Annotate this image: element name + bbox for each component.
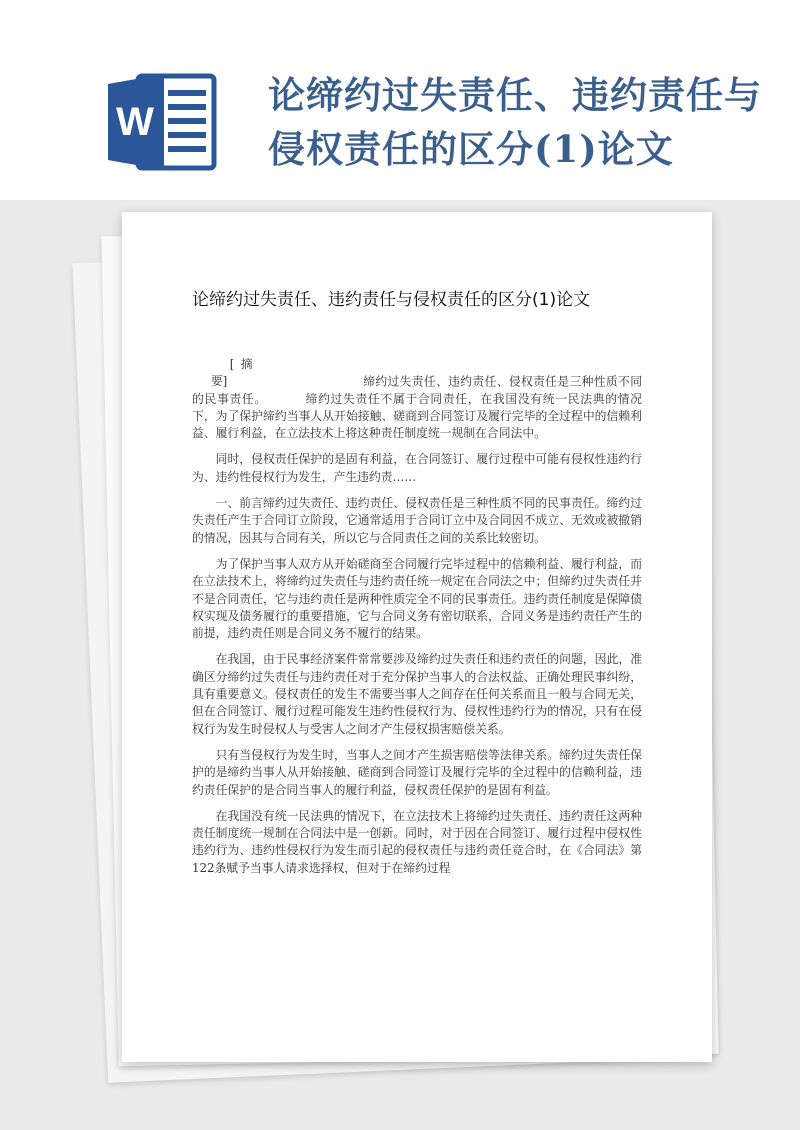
abstract-paragraph bbox=[192, 356, 642, 442]
document-page bbox=[122, 212, 712, 1062]
abstract-first-sentence: 缔约过失责任、违约责任、侵权责任是三种性质不同的民事责任。 bbox=[192, 374, 642, 406]
preview-header bbox=[0, 0, 800, 210]
document-preview-title: 论缔约过失责任、违约责任与侵权责任的区分(1)论文 bbox=[268, 73, 762, 171]
body-paragraph: 同时，侵权责任保护的是固有利益，在合同签订、履行过程中可能有侵权性违约行为、违约性侵权行为发生，产生违约责…… bbox=[192, 452, 642, 484]
abstract-label-left: [摘 bbox=[229, 357, 259, 371]
document-body bbox=[192, 356, 642, 886]
body-paragraph: 在我国，由于民事经济案件常常要涉及缔约过失责任和违约责任的问题，因此，准确区分缔约过失责任与违约责任对于充分保护当事人的合法权益、正确处理民事纠纷，具有重要意义。侵权责任的发生不需要当事人之间存在任何关系而且一般与合同无关，但在合同签订、履行过程可能发生违约性侵权行为、侵权性违约行为的情况，只有在侵权行为发生时侵权人与受害人之间才产生侵权损害赔偿关系。 bbox=[192, 652, 642, 736]
abstract-label bbox=[211, 356, 321, 391]
body-paragraph: 在我国没有统一民法典的情况下，在立法技术上将缔约过失责任、违约责任这两种责任制度统一规制在合同法中是一创新。同时，对于因在合同签订、履行过程中侵权性违约行为、违约性侵权行为发生而引起的侵权责任与违约责任竞合时，在《合同法》第122条赋予当事人请求选择权，但对于在缔约过程 bbox=[192, 808, 642, 875]
page-title: 论缔约过失责任、违约责任与侵权责任的区分(1)论文 bbox=[192, 290, 591, 310]
body-paragraph: 只有当侵权行为发生时，当事人之间才产生损害赔偿等法律关系。缔约过失责任保护的是缔约当事人从开始接触、磋商到合同签订及履行完毕的全过程中的信赖利益，违约责任保护的是合同当事人的履行利益，侵权责任保护的是固有利益。 bbox=[192, 747, 642, 797]
word-document-icon bbox=[108, 72, 218, 172]
abstract-label-right: 要] bbox=[210, 374, 228, 389]
body-paragraph: 为了保护当事人双方从开始磋商至合同履行完毕过程中的信赖利益、履行利益，而在立法技术上，将缔约过失责任与违约责任统一规定在合同法之中；但缔约过失责任并不是合同责任，它与违约责任是两种性质完全不同的民事责任。违约责任制度是保障债权实现及债务履行的重要措施，它与合同义务有密切联系，合同义务是违约责任产生的前提，违约责任则是合同义务不履行的结果。 bbox=[192, 556, 642, 641]
body-paragraph: 一、前言缔约过失责任、违约责任、侵权责任是三种性质不同的民事责任。缔约过失责任产生于合同订立阶段，它通常适用于合同订立中及合同因不成立、无效或被撤销的情况，因其与合同有关，所以它与合同责任之间的关系比较密切。 bbox=[192, 496, 642, 545]
svg-text:W: W bbox=[116, 100, 154, 144]
abstract-rest: 缔约过失责任不属于合同责任，在我国没有统一民法典的情况下，为了保护缔约当事人从开始接触、磋商到合同签订及履行完毕的全过程中的信赖利益、履行利益，在立法技术上将这种责任制度统一规制在合同法中。 bbox=[192, 391, 642, 441]
